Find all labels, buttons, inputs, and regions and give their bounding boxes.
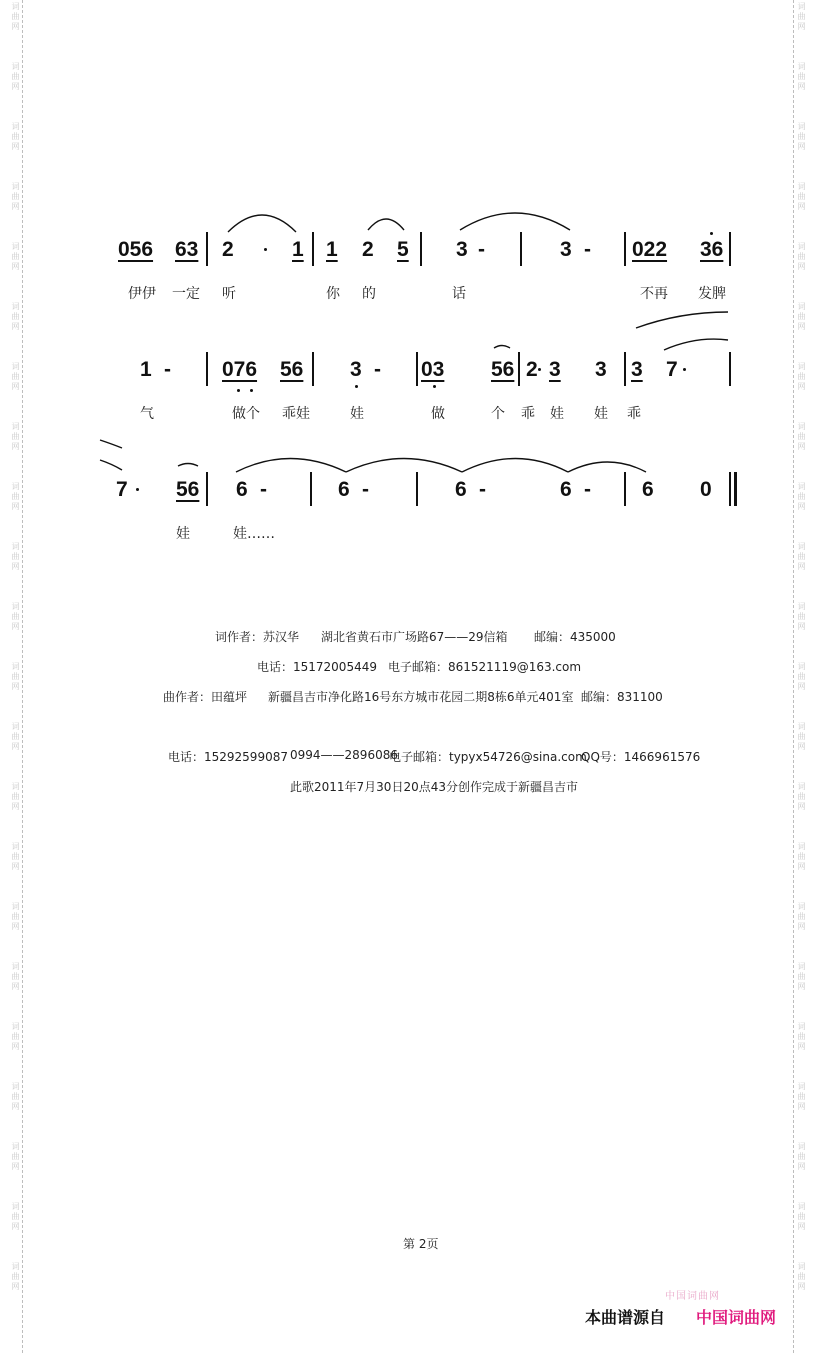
composer-email: 电子邮箱：typyx54726@sina.com — [389, 750, 587, 764]
note: 6 — [642, 478, 654, 501]
watermark-text: 词曲网 — [797, 1082, 806, 1112]
note: 1 — [326, 238, 338, 261]
watermark-text: 词曲网 — [11, 182, 20, 212]
watermark-text: 词曲网 — [797, 1262, 806, 1292]
watermark-text: 词曲网 — [797, 362, 806, 392]
note: 3 — [560, 238, 572, 261]
dot — [683, 368, 686, 371]
barline — [518, 352, 520, 386]
watermark-text: 词曲网 — [797, 422, 806, 452]
watermark-text: 词曲网 — [797, 722, 806, 752]
lyricist-address: 湖北省黄石市广场路67——29信箱 — [321, 630, 508, 644]
note: 6 — [560, 478, 572, 501]
composition-note: 此歌2011年7月30日20点43分创作完成于新疆昌吉市 — [290, 780, 578, 794]
note: 7 — [666, 358, 678, 381]
note: 7 — [116, 478, 128, 501]
watermark-text: 词曲网 — [797, 182, 806, 212]
composer-postcode: 邮编：831100 — [581, 690, 663, 704]
dot — [538, 368, 541, 371]
watermark-text: 词曲网 — [11, 962, 20, 992]
lyricist: 词作者：苏汉华 — [215, 630, 300, 644]
lyric: 娃 — [550, 406, 564, 422]
watermark-text: 词曲网 — [11, 782, 20, 812]
watermark-text: 词曲网 — [797, 482, 806, 512]
watermark-text: 词曲网 — [797, 842, 806, 872]
dot — [264, 248, 267, 251]
note: 56 — [491, 358, 515, 381]
slur-row3-a — [236, 459, 346, 473]
watermark-text: 词曲网 — [797, 302, 806, 332]
note: 56 — [280, 358, 304, 381]
note: 03 — [421, 358, 445, 381]
dot — [250, 389, 253, 392]
watermark-text: 词曲网 — [11, 842, 20, 872]
lyric: 娃 — [176, 526, 190, 542]
final-barline-thin — [729, 472, 731, 506]
dot — [237, 389, 240, 392]
lyric: 气 — [140, 406, 154, 422]
watermark-text: 词曲网 — [11, 242, 20, 272]
barline — [420, 232, 422, 266]
dash: - — [362, 478, 369, 501]
dot — [136, 488, 139, 491]
composer-qq: QQ号：1466961576 — [581, 750, 701, 764]
note: 6 — [338, 478, 350, 501]
note: 1 — [140, 358, 152, 381]
watermark-text: 词曲网 — [11, 542, 20, 572]
lyric: 乖 — [627, 406, 641, 422]
dash: - — [260, 478, 267, 501]
dot — [355, 385, 358, 388]
lyric: 娃 — [350, 406, 364, 422]
slur-row3-b — [346, 459, 462, 473]
watermark-text: 词曲网 — [11, 1202, 20, 1232]
site-logo-text: 中国词曲网 — [665, 1291, 720, 1302]
barline — [520, 232, 522, 266]
barline — [624, 472, 626, 506]
dash: - — [164, 358, 171, 381]
composer-phone: 电话：15292599087 — [168, 750, 288, 764]
lyric: 做 — [431, 406, 445, 422]
slur-row3-start-a — [100, 440, 122, 448]
dash: - — [479, 478, 486, 501]
note: 3 — [595, 358, 607, 381]
barline — [206, 472, 208, 506]
watermark-text: 词曲网 — [11, 122, 20, 152]
lyric: 一定 — [172, 286, 200, 302]
watermark-text: 词曲网 — [797, 122, 806, 152]
slur-row3-c — [462, 459, 568, 473]
watermark-text: 词曲网 — [797, 62, 806, 92]
note: 076 — [222, 358, 258, 381]
slur-row2-end2 — [664, 339, 728, 350]
barline — [312, 352, 314, 386]
watermark-text: 词曲网 — [11, 62, 20, 92]
watermark-text: 词曲网 — [11, 602, 20, 632]
note: 6 — [455, 478, 467, 501]
barline — [624, 352, 626, 386]
barline — [624, 232, 626, 266]
lyricist-email: 电子邮箱：861521119@163.com — [388, 660, 582, 674]
lyric: 娃…… — [233, 526, 275, 542]
note: 022 — [632, 238, 668, 261]
dash: - — [478, 238, 485, 261]
composer-address: 新疆昌吉市净化路16号东方城市花园二期8栋6单元401室 — [268, 690, 574, 704]
barline — [206, 232, 208, 266]
note: 6 — [236, 478, 248, 501]
lyric: 做个 — [232, 406, 260, 422]
slur-row1-b — [368, 219, 404, 230]
note: 3 — [631, 358, 643, 381]
slur-row1-c — [460, 213, 570, 230]
barline — [310, 472, 312, 506]
note: 3 — [549, 358, 561, 381]
watermark-text: 词曲网 — [797, 1142, 806, 1172]
note: 056 — [118, 238, 154, 261]
watermark-text: 词曲网 — [11, 902, 20, 932]
slur-layer — [0, 0, 818, 560]
note: 36 — [700, 238, 724, 261]
watermark-text: 词曲网 — [11, 1262, 20, 1292]
watermark-text: 词曲网 — [797, 602, 806, 632]
composer: 曲作者：田蕴坪 — [163, 690, 248, 704]
source-label: 本曲谱源自 — [585, 1308, 666, 1327]
lyricist-postcode: 邮编：435000 — [534, 630, 616, 644]
watermark-text: 词曲网 — [11, 482, 20, 512]
watermark-text: 词曲网 — [797, 962, 806, 992]
note: 2 — [222, 238, 234, 261]
lyric: 听 — [222, 286, 236, 302]
watermark-text: 词曲网 — [11, 1142, 20, 1172]
watermark-text: 词曲网 — [11, 722, 20, 752]
lyric: 伊伊 — [128, 286, 156, 302]
composer-phone-2: 0994——2896086 — [290, 748, 398, 762]
dash: - — [584, 238, 591, 261]
watermark-text: 词曲网 — [11, 2, 20, 32]
barline — [729, 352, 731, 386]
note: 2 — [526, 358, 538, 381]
lyric: 乖 — [521, 406, 535, 422]
barline — [312, 232, 314, 266]
barline — [729, 232, 731, 266]
dot — [433, 385, 436, 388]
slur-row3-start-b — [100, 460, 122, 470]
note: 1 — [292, 238, 304, 261]
watermark-text: 词曲网 — [11, 422, 20, 452]
lyric: 话 — [452, 286, 466, 302]
note: 2 — [362, 238, 374, 261]
tie-row2-56 — [494, 346, 510, 349]
dot — [710, 232, 713, 235]
watermark-text: 词曲网 — [11, 1022, 20, 1052]
watermark-text: 词曲网 — [797, 542, 806, 572]
watermark-text: 词曲网 — [11, 662, 20, 692]
barline — [416, 352, 418, 386]
page-number: 第 2页 — [403, 1237, 439, 1251]
tie-row3-56 — [178, 464, 198, 467]
lyric: 个 — [491, 406, 505, 422]
site-name-link[interactable]: 中国词曲网 — [696, 1308, 777, 1327]
barline — [416, 472, 418, 506]
lyric: 乖娃 — [282, 406, 310, 422]
slur-row2-end — [636, 312, 728, 328]
note: 3 — [350, 358, 362, 381]
watermark-text: 词曲网 — [797, 782, 806, 812]
lyric: 发脾 — [698, 286, 726, 302]
watermark-text: 词曲网 — [797, 1022, 806, 1052]
barline — [206, 352, 208, 386]
dash: - — [374, 358, 381, 381]
final-barline-thick — [734, 472, 737, 506]
lyric: 不再 — [640, 286, 668, 302]
slur-row3-d — [568, 462, 646, 472]
site-logo — [665, 1287, 787, 1305]
watermark-text: 词曲网 — [11, 1082, 20, 1112]
note: 5 — [397, 238, 409, 261]
lyricist-phone: 电话：15172005449 — [257, 660, 377, 674]
watermark-text: 词曲网 — [11, 302, 20, 332]
watermark-text: 词曲网 — [11, 362, 20, 392]
lyric: 娃 — [594, 406, 608, 422]
slur-row1-a — [228, 215, 296, 232]
watermark-text: 词曲网 — [797, 662, 806, 692]
note: 0 — [700, 478, 712, 501]
watermark-text: 词曲网 — [797, 1202, 806, 1232]
lyric: 的 — [362, 286, 376, 302]
note: 3 — [456, 238, 468, 261]
lyric: 你 — [326, 286, 340, 302]
watermark-text: 词曲网 — [797, 242, 806, 272]
watermark-text: 词曲网 — [797, 2, 806, 32]
note: 56 — [176, 478, 200, 501]
dash: - — [584, 478, 591, 501]
watermark-text: 词曲网 — [797, 902, 806, 932]
note: 63 — [175, 238, 199, 261]
